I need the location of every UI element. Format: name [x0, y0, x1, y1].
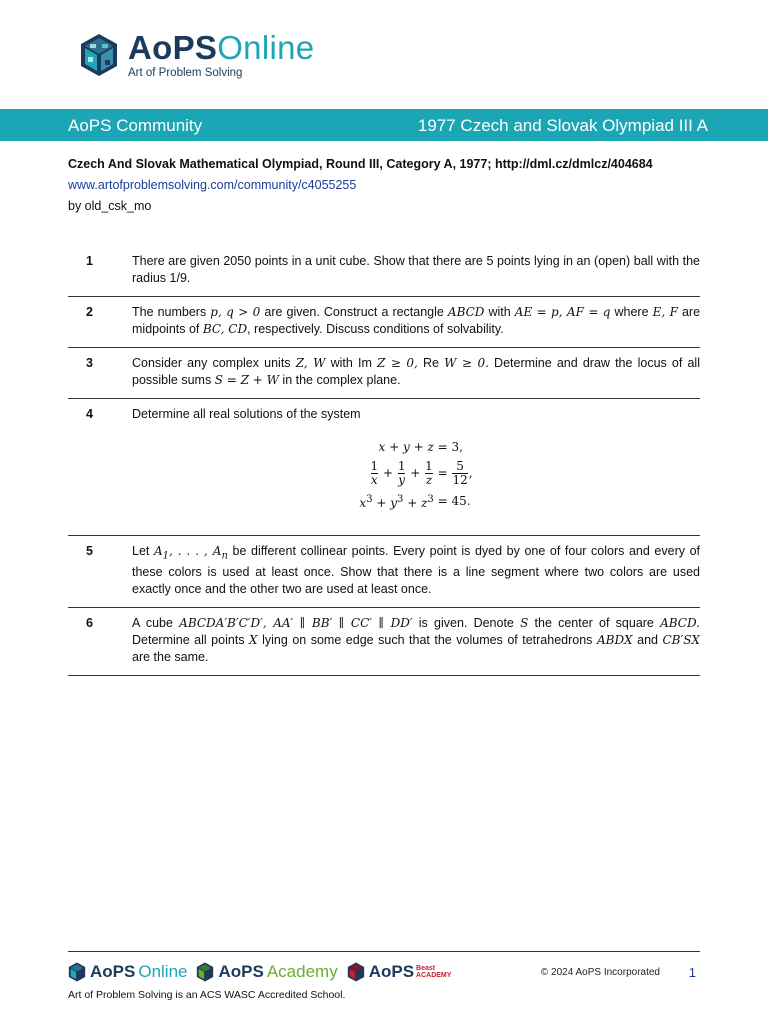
- contest-meta: [68, 157, 708, 213]
- problem-list: [68, 246, 700, 676]
- logo-subtitle: Art of Problem Solving: [128, 67, 243, 79]
- problem-text: Let $A_1$, . . . , $A_n$ be different collinear points. Every point is dyed by one of four colors and every of these colors is used at least once. Show that there is a line segment where two colors are used exactly once and the other two are used at least once.: [132, 544, 701, 597]
- author-label: by old_csk_mo: [68, 199, 152, 213]
- problem-number: 1: [86, 254, 93, 268]
- contest-source-title: Czech And Slovak Mathematical Olympiad, Round III, Category A, 1977; http://dml.cz/dmlcz/404684: [68, 157, 653, 171]
- aops-online-logo[interactable]: [80, 26, 314, 84]
- problem-number: 6: [86, 616, 93, 631]
- problem-item: [68, 297, 700, 348]
- problem-number: 2: [86, 305, 93, 319]
- header-banner: [0, 109, 768, 141]
- beast-academy-wordmark: Beast ACADEMY: [416, 965, 452, 979]
- problem-number: 5: [86, 544, 93, 558]
- community-label[interactable]: AoPS Community: [68, 116, 203, 135]
- logo-wordmark: AoPSOnline: [128, 29, 315, 66]
- aops-cube-icon: [68, 962, 86, 982]
- copyright: © 2024 AoPS Incorporated: [540, 966, 660, 978]
- footer-beast-academy-logo[interactable]: AoPS Beast ACADEMY: [347, 962, 452, 982]
- footer-aops-academy-logo[interactable]: AoPS Academy: [196, 962, 337, 982]
- problem-number: 4: [86, 407, 93, 421]
- footer: [68, 958, 700, 986]
- problem-item: [68, 536, 700, 608]
- footer-aops-online-logo[interactable]: AoPS Online: [68, 962, 187, 982]
- problem-item: [68, 246, 700, 297]
- community-link[interactable]: www.artofproblemsolving.com/community/c4055255: [68, 178, 357, 192]
- problem-text: A cube ABCDA′B′C′D′, AA′ ∥ BB′ ∥ CC′ ∥ DD′ is given. Denote S the center of square ABCD. Determine all points X lying on some edge such that the volumes of tetrahedrons ABDX and CB′SX are the same.: [132, 616, 700, 665]
- problem-item: [68, 608, 700, 676]
- aops-cube-logo-icon: [80, 33, 118, 77]
- footer-divider: [68, 951, 700, 952]
- contest-title: 1977 Czech and Slovak Olympiad III A: [417, 116, 708, 135]
- problem-text: The numbers p, q > 0 are given. Construct a rectangle ABCD with AE = p, AF = q where E, F are midpoints of BC, CD, respectively. Discuss conditions of solvability.: [132, 305, 701, 336]
- problem-intro: Determine all real solutions of the system: [132, 407, 361, 421]
- aops-beast-cube-icon: [347, 962, 365, 982]
- problem-item: [68, 348, 700, 399]
- accreditation-note: Art of Problem Solving is an ACS WASC Accredited School.: [68, 989, 346, 1001]
- problem-item: [68, 399, 700, 536]
- equation-system: x + y + z = 3, $\frac{1}{x}$ + $\frac{1}{y}$ + $\frac{1}{z}$ = $\frac{5}{12}$ , $x^3 + y^3 + z^3$ = 45.: [359, 440, 473, 510]
- aops-academy-cube-icon: [196, 962, 214, 982]
- problem-number: 3: [86, 356, 93, 370]
- problem-text: Consider any complex units Z, W with Im Z ≥ 0, Re W ≥ 0. Determine and draw the locus of all possible sums S = Z + W in the complex plane.: [132, 356, 700, 387]
- page-number: 1: [688, 964, 696, 980]
- problem-text: [132, 406, 700, 526]
- problem-text: There are given 2050 points in a unit cube. Show that there are 5 points lying in an (open) ball with the radius 1/9.: [132, 254, 700, 285]
